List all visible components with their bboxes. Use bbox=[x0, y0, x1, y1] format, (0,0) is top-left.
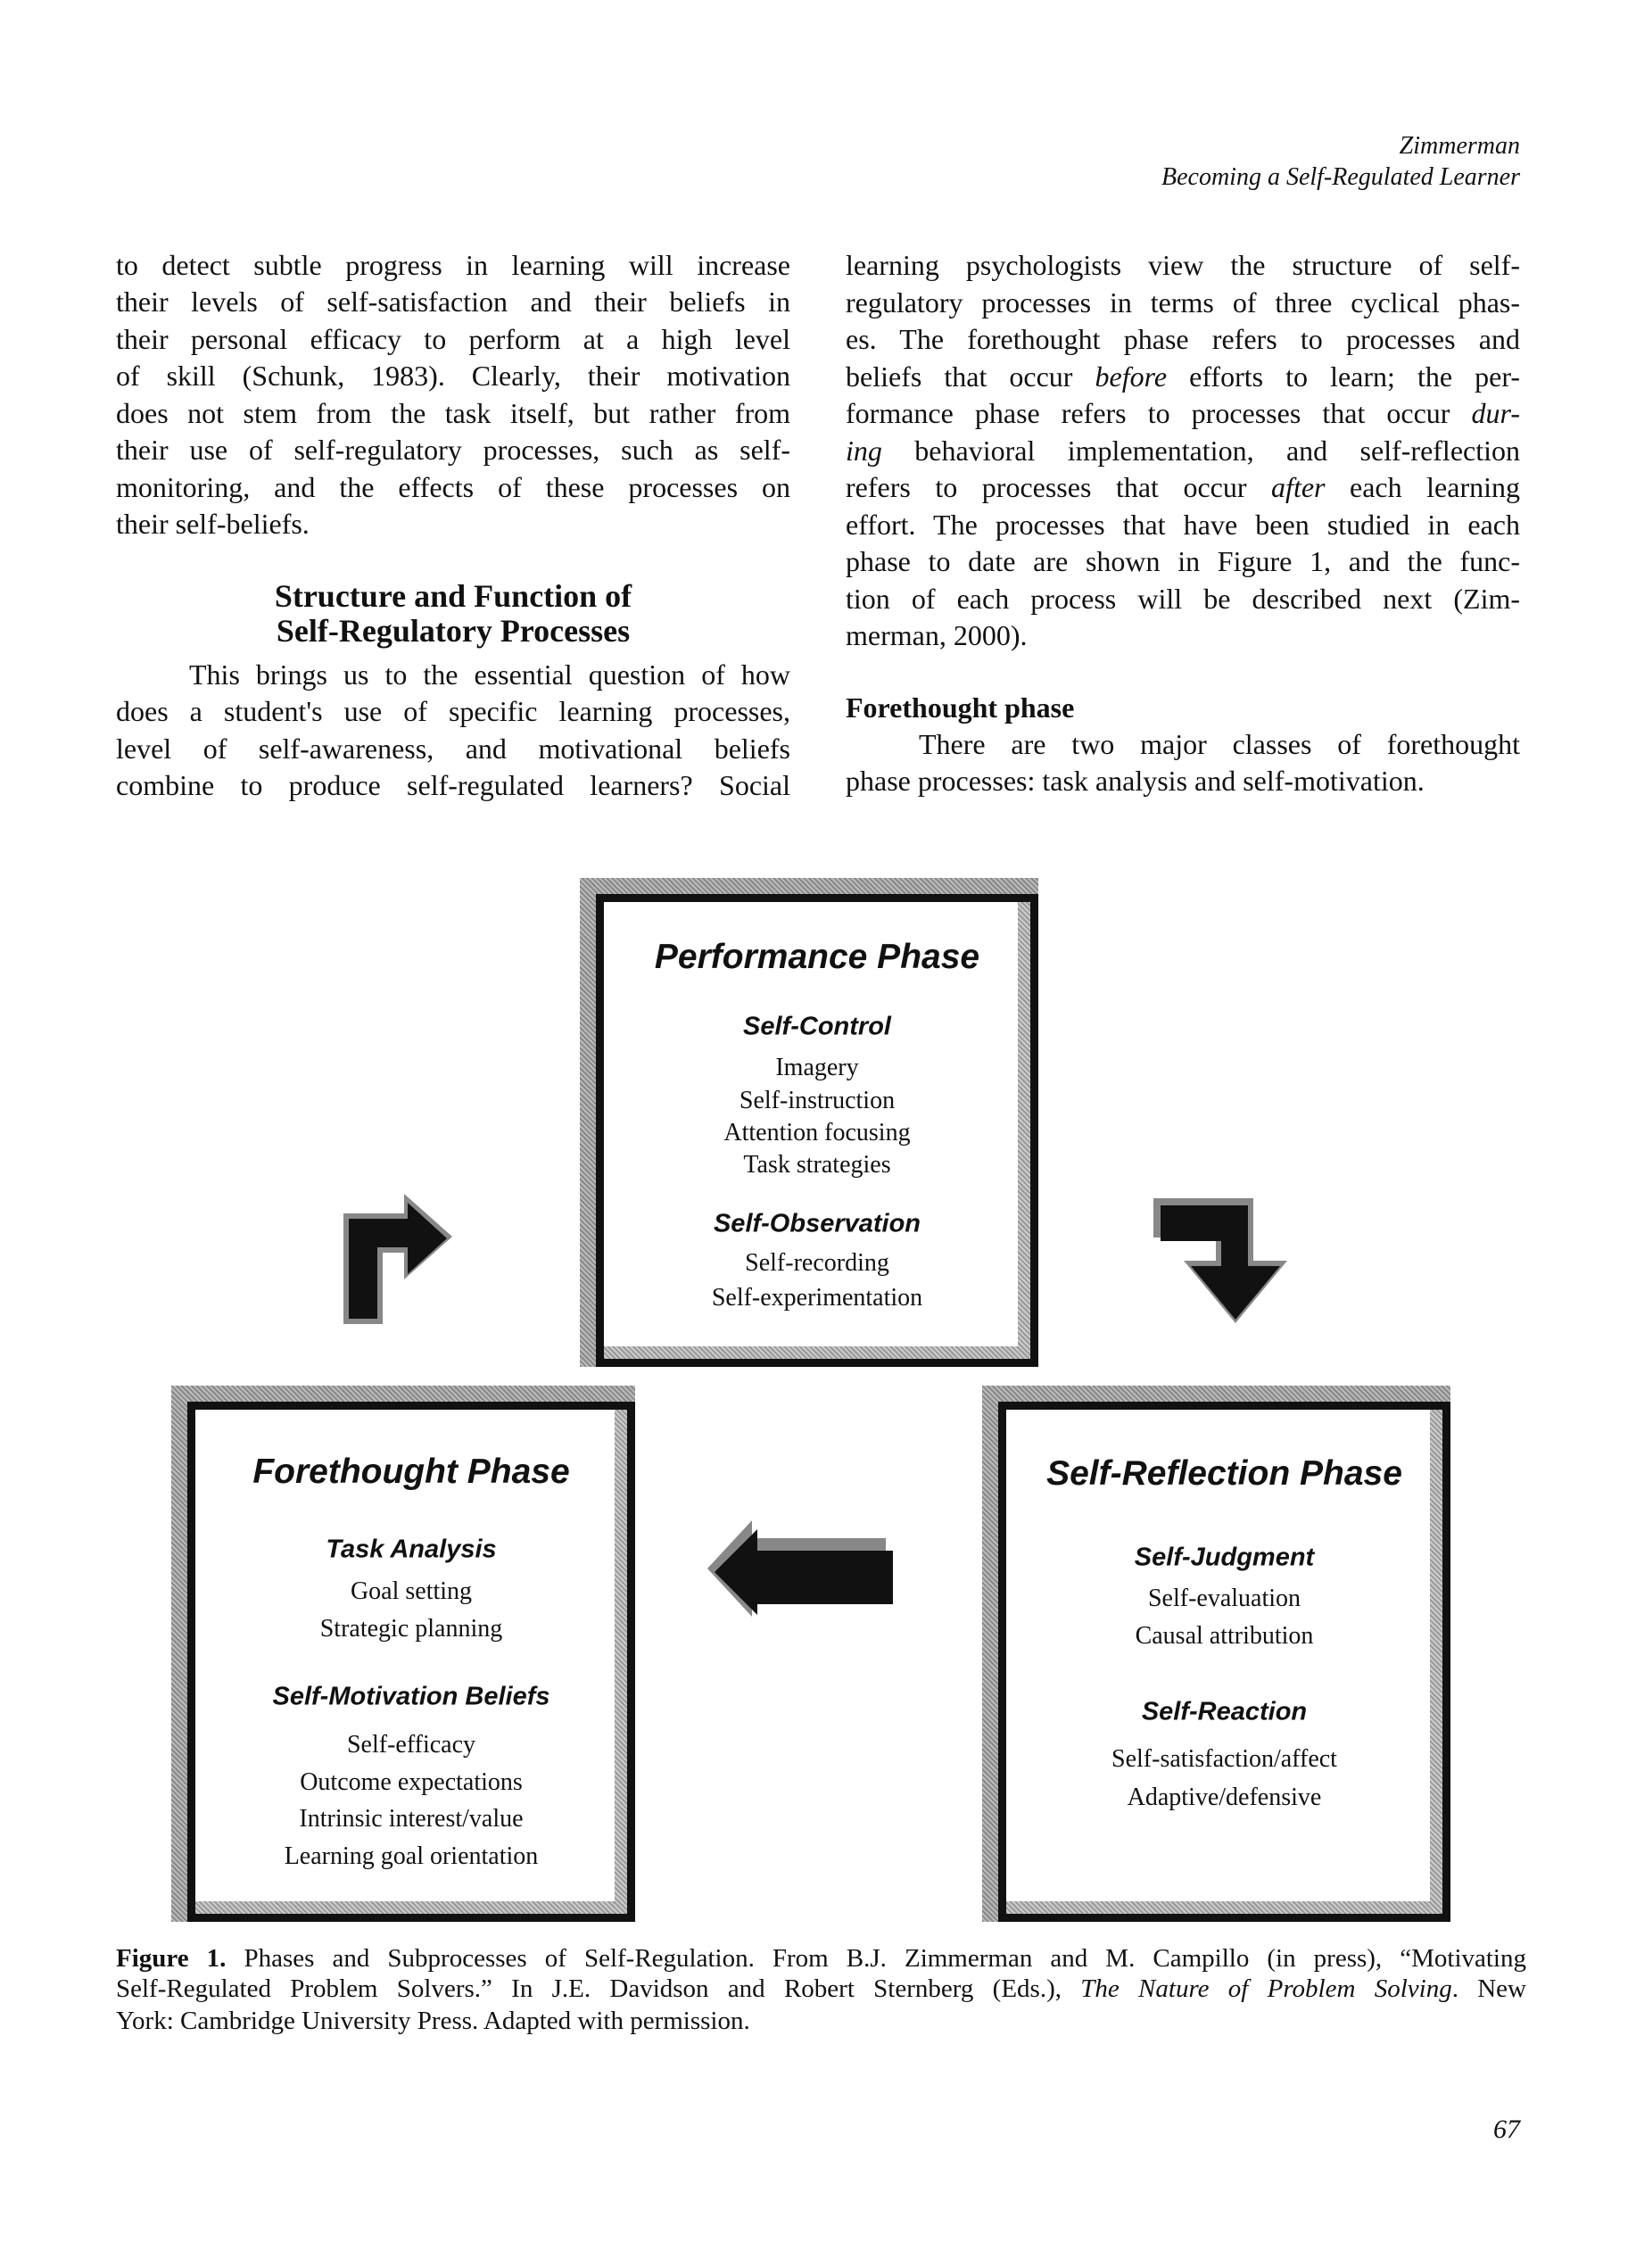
text-line: their levels of self-satisfaction and their beliefs in bbox=[116, 286, 790, 318]
text-segment: efforts to learn; the per- bbox=[1167, 360, 1521, 393]
figure-caption-line bbox=[116, 1974, 1526, 2005]
text-line bbox=[846, 432, 1520, 469]
text-line bbox=[846, 320, 1520, 358]
subprocess-item: Self-experimentation bbox=[711, 1284, 923, 1312]
text-line: phase processes: task analysis and self-motivation. bbox=[846, 765, 1425, 797]
subprocess-item: Self-evaluation bbox=[1147, 1585, 1301, 1612]
running-head-author: Zimmerman bbox=[1399, 132, 1520, 160]
subprocess-item: Intrinsic interest/value bbox=[299, 1805, 524, 1833]
text-segment: effort. The processes that have been studied in each bbox=[846, 508, 1520, 541]
text-line: their self-beliefs. bbox=[116, 508, 310, 540]
subprocess-item: Causal attribution bbox=[1135, 1622, 1314, 1650]
text-line: does not stem from the task itself, but rather from bbox=[116, 397, 790, 429]
text-line bbox=[846, 617, 1520, 654]
figure-caption-line bbox=[116, 2006, 1526, 2037]
page-number: 67 bbox=[1493, 2115, 1520, 2144]
text-segment: York: Cambridge University Press. Adapted with permission. bbox=[116, 2007, 750, 2035]
subprocess-label: Self-Control bbox=[743, 1012, 891, 1041]
text-segment: ing bbox=[846, 434, 882, 467]
text-line: monitoring, and the effects of these processes on bbox=[116, 471, 790, 503]
phase-title: Performance Phase bbox=[654, 938, 980, 976]
phase-title: Forethought Phase bbox=[252, 1453, 570, 1491]
text-line bbox=[846, 284, 1520, 321]
arrow-right-down-icon bbox=[1153, 1198, 1289, 1323]
forethought-phase-box bbox=[171, 1386, 635, 1922]
text-segment: tion of each process will be described next (Zim- bbox=[846, 582, 1520, 615]
text-segment: Figure 1. bbox=[116, 1944, 227, 1973]
text-segment: after bbox=[1271, 471, 1326, 503]
subprocess-item: Self-instruction bbox=[739, 1087, 896, 1114]
text-line: to detect subtle progress in learning will increase bbox=[116, 249, 790, 281]
arrow-up-right-icon bbox=[336, 1194, 452, 1324]
arrow-left-icon bbox=[707, 1520, 893, 1617]
text-segment: . New bbox=[1451, 1974, 1526, 2003]
text-segment: each learning bbox=[1325, 471, 1520, 503]
text-segment: before bbox=[1095, 360, 1168, 393]
text-segment: merman, 2000). bbox=[846, 619, 1028, 651]
self-reflection-phase-box bbox=[982, 1386, 1450, 1922]
subprocess-item: Goal setting bbox=[350, 1577, 473, 1605]
subprocess-item: Strategic planning bbox=[319, 1615, 503, 1643]
text-line: their personal efficacy to perform at a high level bbox=[116, 323, 790, 355]
subprocess-label: Self-Judgment bbox=[1134, 1543, 1315, 1572]
subprocess-item: Self-recording bbox=[745, 1249, 889, 1277]
text-line bbox=[846, 394, 1520, 432]
section-heading: Self-Regulatory Processes bbox=[276, 613, 631, 649]
subprocess-label: Self-Motivation Beliefs bbox=[272, 1682, 550, 1711]
text-line bbox=[846, 358, 1520, 395]
subsection-heading: Forethought phase bbox=[846, 691, 1075, 724]
section-heading: Structure and Function of bbox=[274, 578, 632, 614]
text-segment: refers to processes that occur bbox=[846, 471, 1272, 503]
text-segment: dur- bbox=[1471, 397, 1520, 429]
text-line bbox=[846, 506, 1520, 543]
text-segment: beliefs that occur bbox=[846, 360, 1095, 393]
phase-title: Self-Reflection Phase bbox=[1046, 1454, 1402, 1493]
text-segment: Self-Regulated Problem Solvers.” In J.E. Davidson and Robert Sternberg (Eds.), bbox=[116, 1974, 1081, 2003]
performance-phase-box bbox=[580, 878, 1038, 1367]
subprocess-item: Attention focusing bbox=[723, 1119, 911, 1146]
text-segment: The Nature of Problem Solving bbox=[1080, 1974, 1452, 2003]
subprocess-label: Self-Observation bbox=[713, 1209, 921, 1238]
subprocess-label: Self-Reaction bbox=[1141, 1697, 1308, 1726]
text-line: combine to produce self-regulated learners? Social bbox=[116, 769, 790, 801]
text-line bbox=[846, 542, 1520, 580]
text-segment: es. The forethought phase refers to processes and bbox=[846, 323, 1520, 355]
text-line: does a student's use of specific learning processes, bbox=[116, 695, 790, 727]
text-segment: learning psychologists view the structure of self- bbox=[846, 249, 1520, 281]
text-line: This brings us to the essential question of how bbox=[189, 658, 790, 691]
text-line bbox=[846, 246, 1520, 284]
text-segment: Phases and Subprocesses of Self-Regulation. From B.J. Zimmerman and M. Campillo (in press), “Motivating bbox=[226, 1944, 1526, 1973]
subprocess-item: Outcome expectations bbox=[300, 1768, 523, 1796]
subprocess-item: Imagery bbox=[775, 1054, 859, 1081]
figure-caption-line bbox=[116, 1943, 1526, 1974]
subprocess-item: Self-satisfaction/affect bbox=[1111, 1745, 1337, 1773]
text-segment: phase to date are shown in Figure 1, and the func- bbox=[846, 545, 1520, 577]
subprocess-item: Learning goal orientation bbox=[284, 1842, 539, 1870]
text-segment: behavioral implementation, and self-reflection bbox=[881, 434, 1520, 467]
subprocess-label: Task Analysis bbox=[326, 1535, 497, 1564]
text-line bbox=[846, 468, 1520, 506]
running-head-title: Becoming a Self-Regulated Learner bbox=[1161, 163, 1520, 191]
text-line bbox=[846, 580, 1520, 617]
text-segment: formance phase refers to processes that occur bbox=[846, 397, 1472, 429]
subprocess-item: Task strategies bbox=[743, 1151, 891, 1179]
subprocess-item: Self-efficacy bbox=[346, 1731, 476, 1759]
text-line: level of self-awareness, and motivational beliefs bbox=[116, 733, 790, 765]
text-line: of skill (Schunk, 1983). Clearly, their motivation bbox=[116, 360, 790, 392]
text-line: their use of self-regulatory processes, such as self- bbox=[116, 434, 790, 466]
text-line: There are two major classes of forethought bbox=[919, 728, 1520, 760]
text-segment: regulatory processes in terms of three cyclical phas- bbox=[846, 286, 1520, 319]
subprocess-item: Adaptive/defensive bbox=[1127, 1784, 1322, 1811]
